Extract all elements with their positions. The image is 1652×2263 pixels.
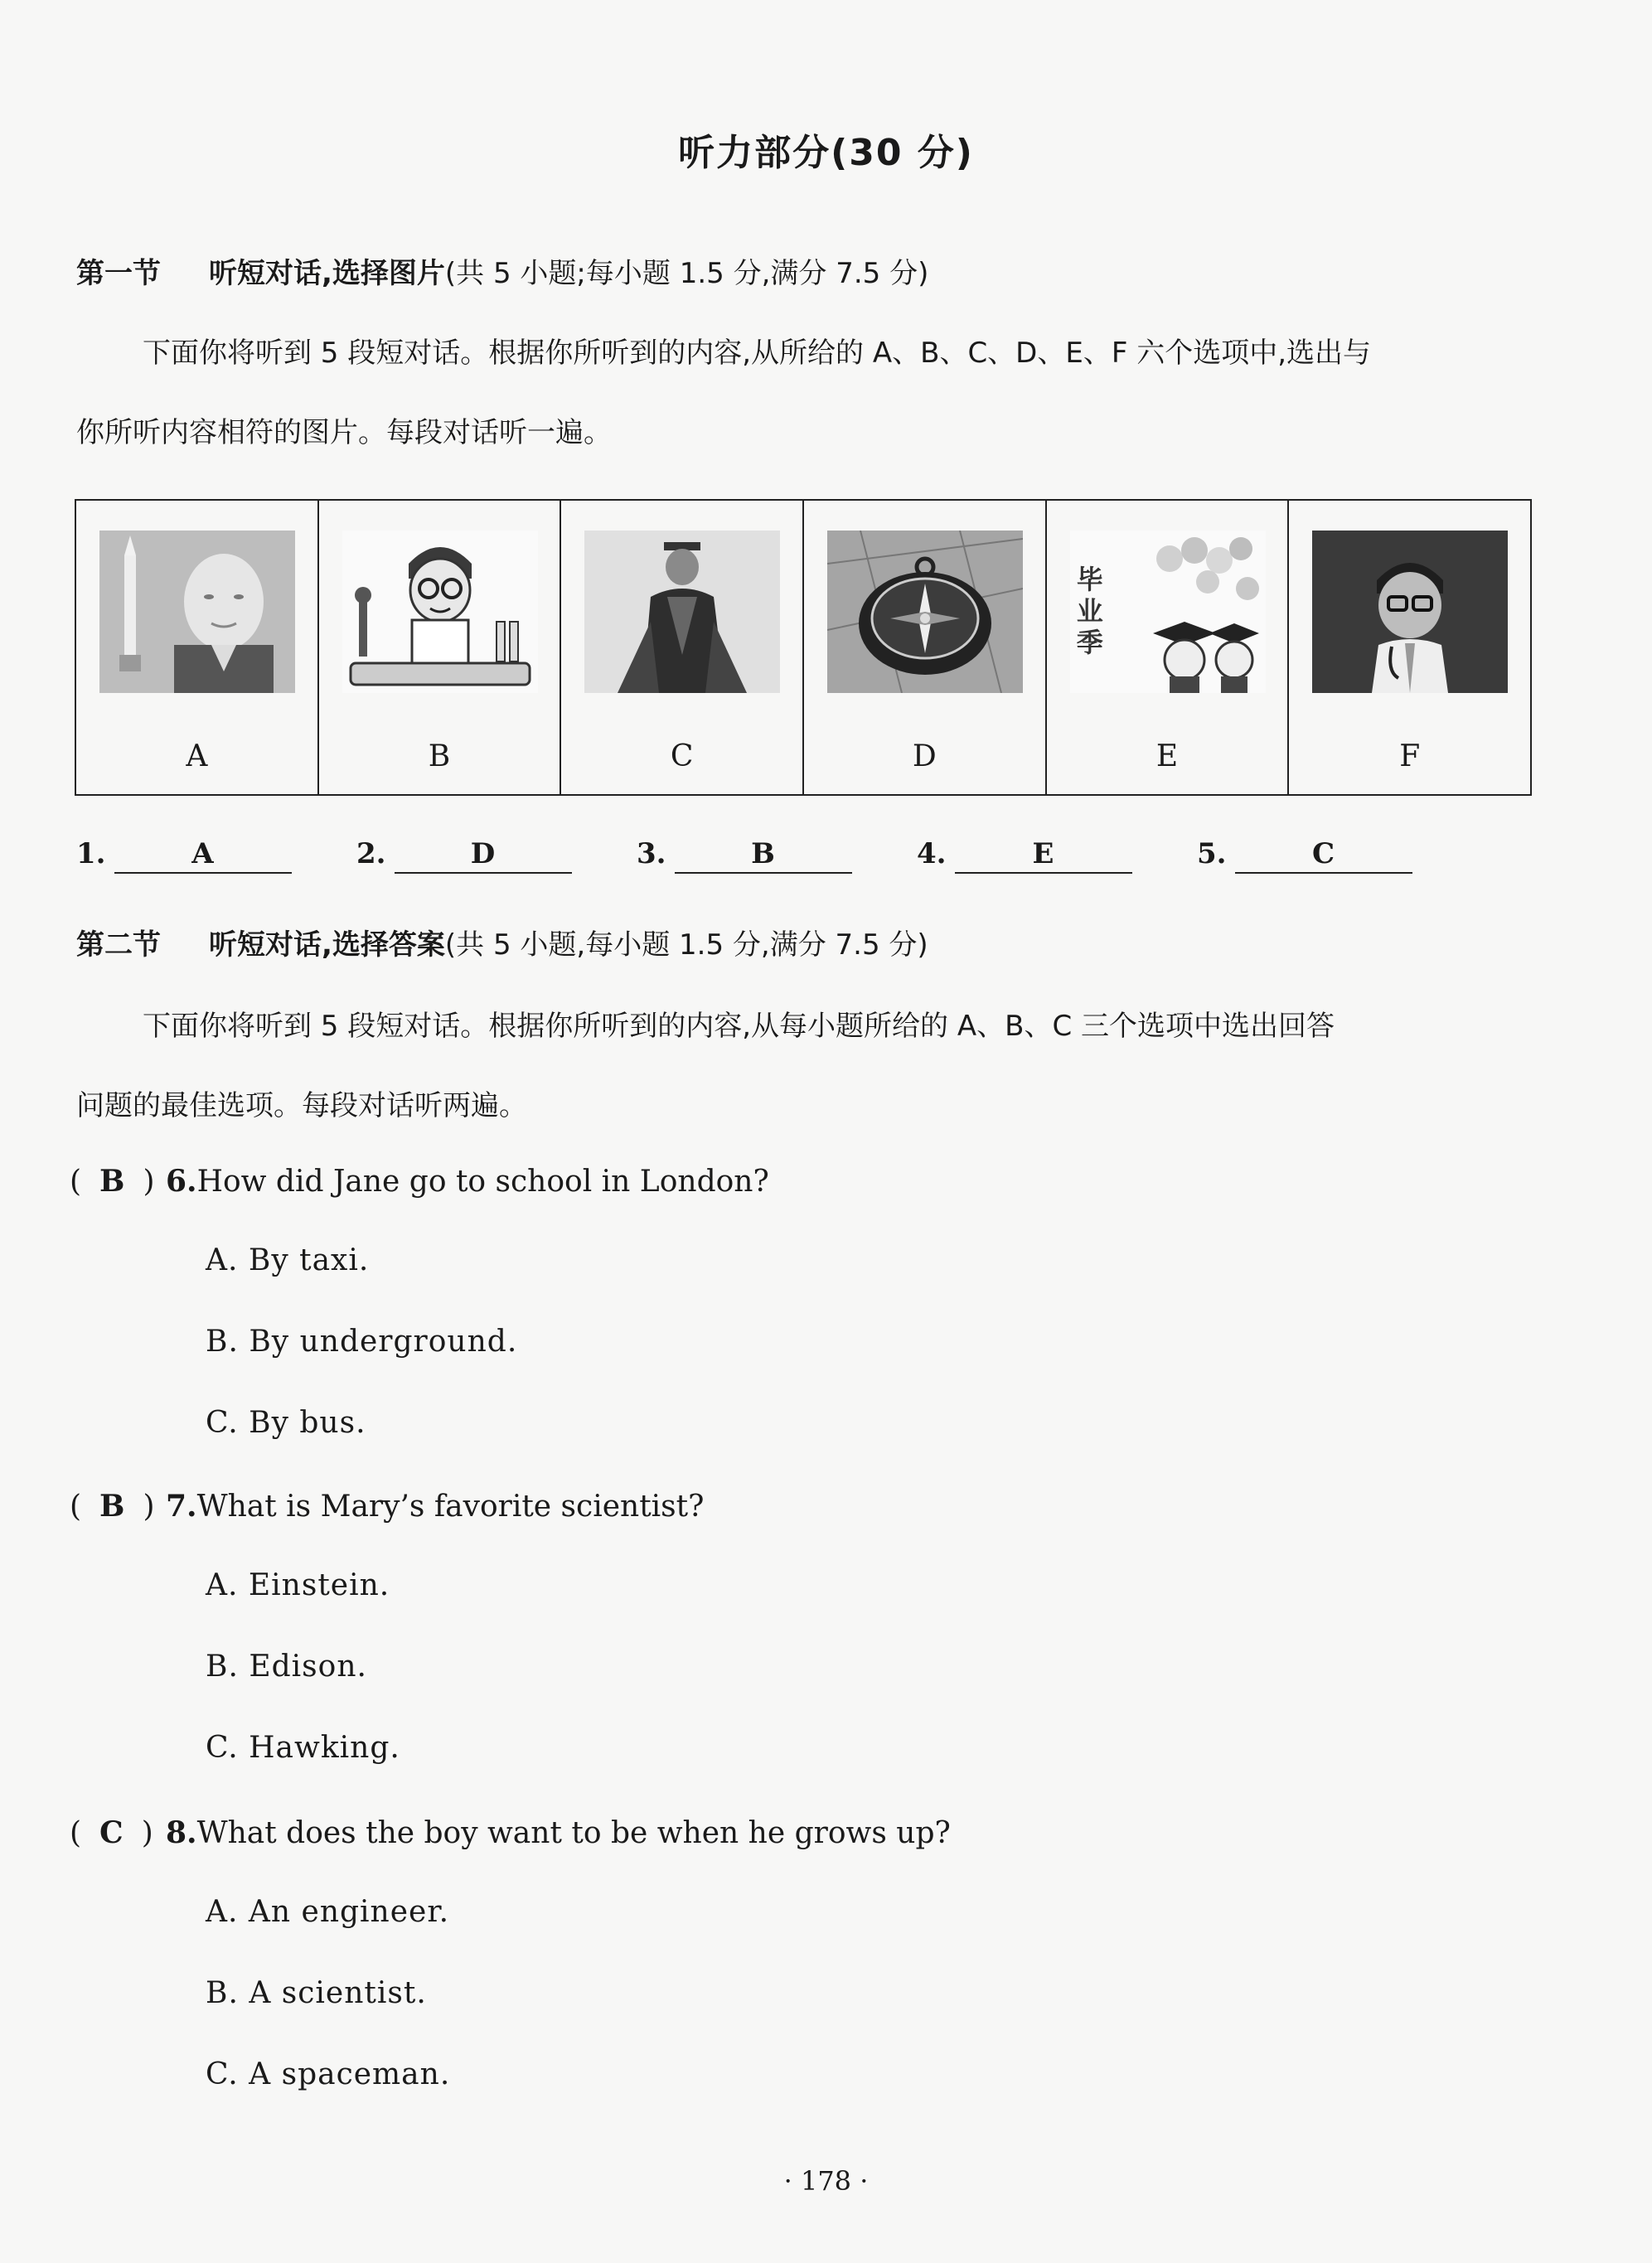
picture-letter: E	[1155, 739, 1179, 773]
portrait-with-rocket-icon	[99, 531, 295, 693]
section2-instruction-line2: 问题的最佳选项。每段对话听两遍。	[76, 1089, 527, 1122]
graduation-balloons-icon	[1070, 531, 1266, 693]
picture-cell-a	[76, 501, 319, 794]
picture-letter: F	[1399, 739, 1421, 773]
question-8: ( C ) 8.What does the boy want to be when he grows up?	[70, 1815, 951, 1850]
question-7: ( B ) 7.What is Mary’s favorite scientist?	[70, 1489, 705, 1524]
section2-label: 第二节	[76, 928, 161, 962]
picture-letter: D	[912, 739, 937, 773]
section2-heading	[76, 922, 928, 962]
answer-blank-2[interactable]: 2. D	[356, 837, 572, 874]
section1-name: 听短对话,选择图片	[209, 257, 445, 290]
section2-instruction-line1: 下面你将听到 5 段短对话。根据你所听到的内容,从每小题所给的 A、B、C 三个选项中选出回答	[143, 1010, 1335, 1043]
option-b[interactable]: B. A scientist.	[206, 1976, 427, 2010]
option-c[interactable]: C. Hawking.	[206, 1731, 400, 1765]
question-text: What does the boy want to be when he grows up?	[196, 1816, 951, 1850]
question-answer[interactable]: C	[99, 1815, 124, 1850]
option-c[interactable]: C. By bus.	[206, 1406, 366, 1440]
option-a[interactable]: A. By taxi.	[206, 1243, 370, 1277]
picture-cell-f	[1289, 501, 1530, 794]
section1-instruction-line1: 下面你将听到 5 段短对话。根据你所听到的内容,从所给的 A、B、C、D、E、F 六个选项中,选出与	[143, 337, 1372, 370]
section2-instruction	[76, 986, 1535, 1146]
option-b[interactable]: B. Edison.	[206, 1650, 367, 1684]
answer-blank-3[interactable]: 3. B	[637, 837, 852, 874]
cartoon-scientist-icon	[342, 531, 538, 693]
section1-score: (共 5 小题;每小题 1.5 分,满分 7.5 分)	[444, 257, 929, 290]
emperor-statue-icon	[584, 531, 780, 693]
answer-blank-5[interactable]: 5. C	[1197, 837, 1412, 874]
section2-name: 听短对话,选择答案	[209, 928, 445, 962]
section1-heading	[76, 250, 928, 291]
section2-score: (共 5 小题,每小题 1.5 分,满分 7.5 分)	[444, 928, 928, 962]
graduation-text: 毕业季	[1076, 564, 1103, 658]
option-a[interactable]: A. An engineer.	[206, 1895, 450, 1929]
question-text: How did Jane go to school in London?	[196, 1165, 769, 1199]
page-number: · 178 ·	[783, 2165, 869, 2197]
picture-table	[75, 499, 1532, 796]
compass-icon	[827, 531, 1023, 693]
section1-label: 第一节	[76, 257, 161, 290]
answer-blank-4[interactable]: 4. E	[917, 837, 1132, 874]
section1-instruction	[76, 313, 1535, 472]
cartoon-doctor-icon	[1312, 531, 1508, 693]
picture-letter: A	[186, 739, 208, 773]
picture-letter: B	[428, 739, 451, 773]
section1-instruction-line2: 你所听内容相符的图片。每段对话听一遍。	[76, 416, 612, 449]
picture-cell-b	[319, 501, 562, 794]
picture-cell-c	[561, 501, 804, 794]
picture-cell-d	[804, 501, 1047, 794]
picture-letter: C	[670, 739, 694, 773]
question-answer[interactable]: B	[99, 1164, 125, 1199]
page-title: 听力部分(30 分)	[678, 132, 974, 174]
option-a[interactable]: A. Einstein.	[206, 1568, 390, 1602]
question-answer[interactable]: B	[99, 1489, 125, 1524]
answer-blank-1[interactable]: 1. A	[76, 837, 292, 874]
question-6: ( B ) 6.How did Jane go to school in London?	[70, 1164, 769, 1199]
option-b[interactable]: B. By underground.	[206, 1325, 518, 1359]
section1-answers	[76, 837, 1485, 887]
question-text: What is Mary’s favorite scientist?	[196, 1490, 705, 1524]
option-c[interactable]: C. A spaceman.	[206, 2057, 451, 2091]
picture-cell-e	[1047, 501, 1290, 794]
